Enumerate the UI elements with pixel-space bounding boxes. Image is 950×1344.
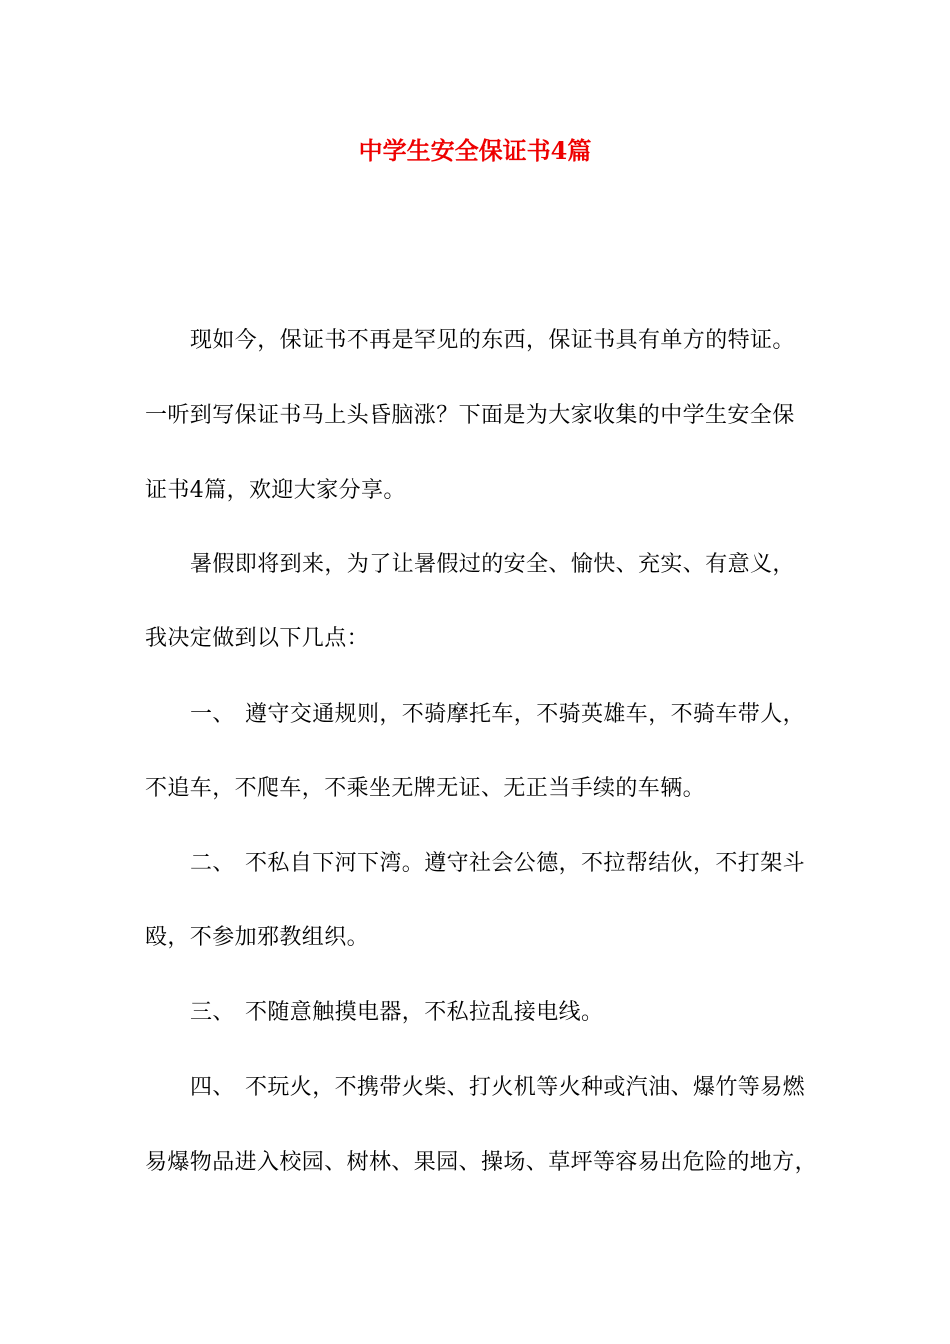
- paragraph-2-line-1: 暑假即将到来，为了让暑假过的安全、愉快、充实、有意义，: [190, 552, 795, 577]
- list-item-2-mark: 二、: [190, 851, 235, 876]
- list-item-2-line-2: 殴，不参加邪教组织。: [145, 925, 370, 950]
- list-item-4-line-2: 易爆物品进入校园、树林、果园、操场、草坪等容易出危险的地方，: [145, 1150, 818, 1175]
- paragraph-1-line-3: 证书4篇，欢迎大家分享。: [145, 478, 406, 503]
- list-item-4-mark: 四、: [190, 1075, 235, 1100]
- list-item-3-line-1: [190, 998, 603, 1028]
- list-item-1-mark: 一、: [190, 702, 235, 727]
- list-item-1-line-1: [190, 700, 805, 730]
- list-item-1-text: 遵守交通规则，不骑摩托车，不骑英雄车，不骑车带人，: [245, 702, 806, 727]
- paragraph-1-line-2: 一听到写保证书马上头昏脑涨？下面是为大家收集的中学生安全保: [145, 403, 795, 428]
- list-item-1-line-2: 不追车，不爬车，不乘坐无牌无证、无正当手续的车辆。: [145, 776, 706, 801]
- list-item-4-text: 不玩火，不携带火柴、打火机等火种或汽油、爆竹等易燃: [245, 1075, 806, 1100]
- list-item-4-line-1: [190, 1073, 805, 1103]
- list-item-3-text: 不随意触摸电器，不私拉乱接电线。: [245, 1000, 604, 1025]
- paragraph-1-line-1: 现如今，保证书不再是罕见的东西，保证书具有单方的特证。: [190, 328, 795, 353]
- list-item-3-mark: 三、: [190, 1000, 235, 1025]
- list-item-2-text: 不私自下河下湾。遵守社会公德，不拉帮结伙，不打架斗: [245, 851, 806, 876]
- paragraph-2-line-2: 我决定做到以下几点：: [145, 626, 370, 651]
- list-item-2-line-1: [190, 849, 805, 879]
- document-title: 中学生安全保证书4篇: [358, 136, 592, 165]
